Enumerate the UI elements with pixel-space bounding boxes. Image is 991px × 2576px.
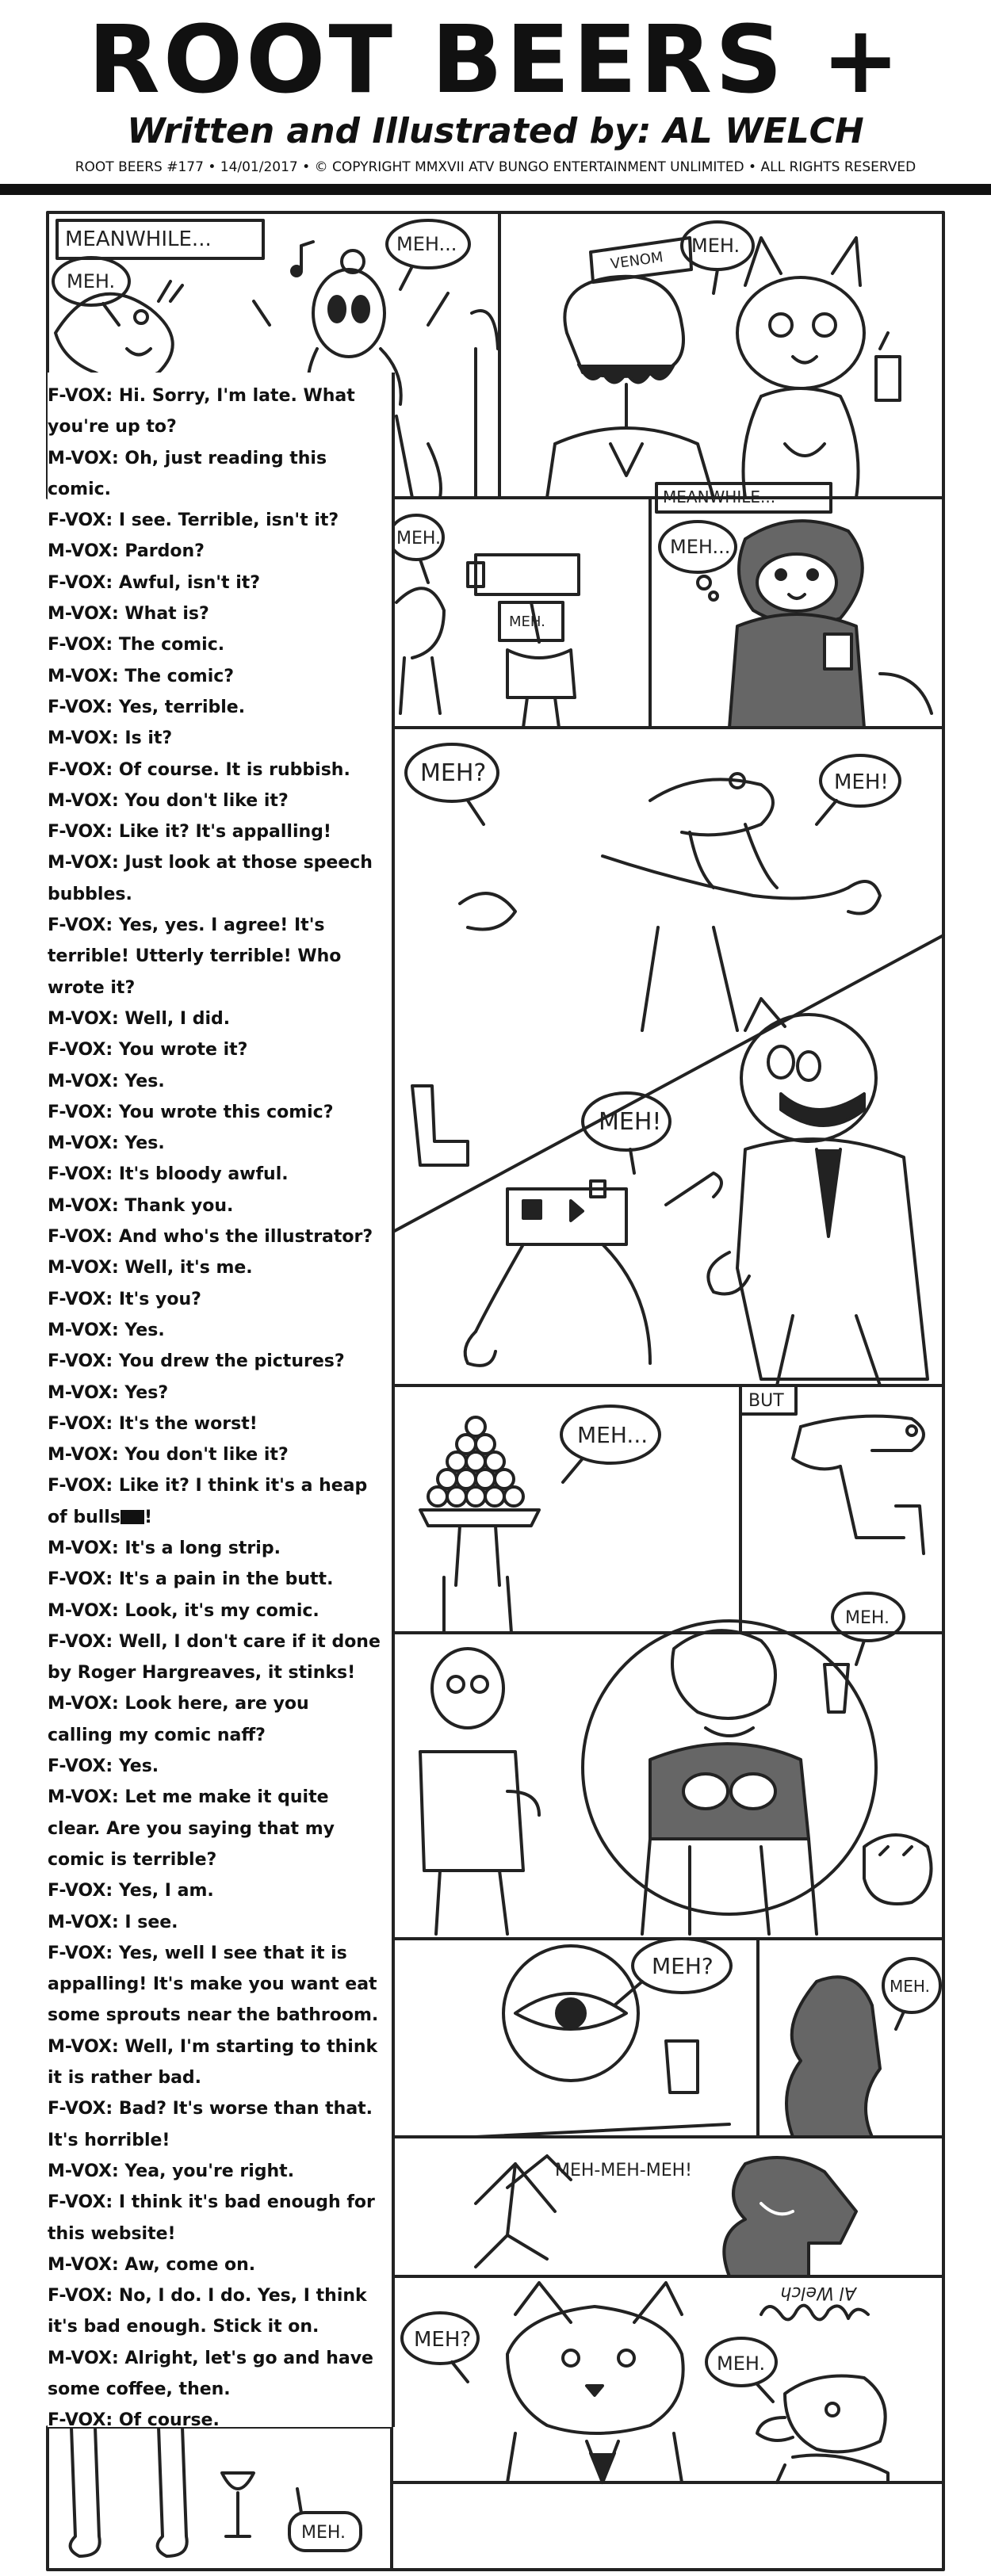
dialogue-line [48, 1128, 388, 1159]
dialogue-text: comic. [48, 479, 112, 499]
dialogue-text: M-VOX: Yes? [48, 1382, 169, 1403]
dialogue-text: F-VOX: You wrote it? [48, 1040, 248, 1061]
dialogue-line [48, 1782, 388, 1813]
dialogue-text: F-VOX: Like it? It's appalling! [48, 822, 331, 843]
bubble-text: MEH. [845, 1608, 890, 1628]
dialogue-text: M-VOX: I see. [48, 1912, 178, 1932]
dialogue-text: M-VOX: Yes. [48, 1071, 165, 1091]
dialogue-text: F-VOX: Hi. Sorry, I'm late. What [48, 386, 355, 406]
dialogue-text: you're up to? [48, 417, 177, 438]
panel-11 [758, 1939, 943, 2137]
bubble-text: MEH? [414, 2328, 472, 2352]
panel-7 [392, 1385, 740, 1633]
dialogue-line [48, 1159, 388, 1190]
dialogue-text: comic is terrible? [48, 1849, 217, 1870]
dialogue-line [48, 1502, 388, 1533]
signature-scribble [761, 2306, 868, 2320]
dialogue-text: F-VOX: Bad? It's worse than that. [48, 2099, 373, 2119]
panel-4 [650, 483, 943, 728]
dialogue-text: M-VOX: You don't like it? [48, 1445, 289, 1466]
bubble-text: MEH-MEH-MEH! [555, 2161, 692, 2180]
bubble-text: MEH! [834, 770, 889, 794]
dialogue-line [48, 1688, 388, 1719]
dialogue-line [48, 1533, 388, 1564]
dialogue-text: it is rather bad. [48, 2068, 202, 2089]
dialogue-line [48, 1066, 388, 1097]
dialogue-text: F-VOX: And who's the illustrator? [48, 1227, 373, 1248]
bubble-text: MEH... [396, 233, 457, 255]
bubble-text: MEH... [670, 536, 731, 558]
dialogue-text: clear. Are you saying that my [48, 1818, 335, 1839]
dialogue-text: M-VOX: Thank you. [48, 1195, 234, 1216]
dialogue-line [48, 1034, 388, 1065]
dialogue-line [48, 1378, 388, 1408]
dialogue-text: M-VOX: Well, I'm starting to think [48, 2036, 378, 2057]
dialogue-line [48, 1252, 388, 1283]
dialogue-line [48, 1564, 388, 1595]
dialogue-text: F-VOX: The comic. [48, 635, 225, 655]
panel-6 [412, 999, 928, 1385]
dialogue-line [48, 1938, 388, 1969]
dialogue-text: bubbles. [48, 884, 132, 904]
dialogue-line [48, 411, 388, 442]
bubble-text: MEH? [420, 759, 487, 787]
dialogue-line [48, 1191, 388, 1221]
dialogue-line [48, 723, 388, 754]
dialogue-line [48, 692, 388, 723]
dialogue-line [48, 847, 388, 878]
dialogue-text: F-VOX: It's bloody awful. [48, 1164, 289, 1185]
dialogue-text: F-VOX: Yes, terrible. [48, 697, 246, 717]
bubble-text: MEH! [599, 1108, 662, 1136]
dialogue-line [48, 2311, 388, 2342]
title-text: ROOT BEERS [87, 5, 786, 114]
hat-text: VENOM [609, 248, 664, 273]
dialogue-text: M-VOX: Yes. [48, 1320, 165, 1340]
dialogue-line [48, 443, 388, 474]
plus-mark: + [821, 5, 904, 114]
dialogue-line [48, 474, 388, 505]
dialogue-text: F-VOX: No, I do. I do. Yes, I think [48, 2286, 367, 2307]
dialogue-text: F-VOX: You drew the pictures? [48, 1351, 345, 1372]
dialogue-text: M-VOX: Well, I did. [48, 1008, 231, 1029]
dialogue-line [48, 505, 388, 536]
dialogue-text: some sprouts near the bathroom. [48, 2005, 379, 2026]
bubble-text: MEH. [691, 235, 740, 257]
bubble-text: MEH. [67, 270, 116, 292]
dialogue-line [48, 1626, 388, 1657]
dialogue-line [48, 973, 388, 1003]
dialogue-list [48, 380, 388, 2436]
dialogue-text: M-VOX: Yea, you're right. [48, 2161, 295, 2181]
dialogue-text: of bulls [48, 1507, 121, 1527]
dialogue-line [48, 2405, 388, 2436]
dialogue-text: F-VOX: It's you? [48, 1289, 201, 1309]
dialogue-line [48, 1221, 388, 1252]
dialogue-text: by Roger Hargreaves, it stinks! [48, 1663, 356, 1684]
dialogue-text: terrible! Utterly terrible! Who [48, 946, 342, 967]
dialogue-text: F-VOX: Yes, well I see that it is [48, 1943, 347, 1963]
dialogue-line [48, 2062, 388, 2093]
dialogue-text: F-VOX: Yes. [48, 1756, 159, 1777]
bubble-text: MEH. [717, 2352, 766, 2375]
dialogue-text: M-VOX: Well, it's me. [48, 1258, 253, 1278]
dialogue-text: appalling! It's make you want eat [48, 1974, 377, 1995]
dialogue-line [48, 2374, 388, 2405]
caption-text: BUT [748, 1391, 784, 1411]
panel-13 [392, 2276, 943, 2482]
dialogue-line [48, 536, 388, 567]
dialogue-line [48, 1751, 388, 1782]
dialogue-text: F-VOX: Of course. [48, 2410, 220, 2431]
dialogue-text: F-VOX: Like it? I think it's a heap [48, 1476, 368, 1496]
dialogue-line [48, 2031, 388, 2062]
sign-text: MEH. [509, 613, 545, 630]
dialogue-line [48, 1315, 388, 1346]
dialogue-line [48, 629, 388, 660]
byline: Written and Illustrated by: AL WELCH [127, 111, 864, 151]
dialogue-text: F-VOX: I see. Terrible, isn't it? [48, 510, 339, 531]
dialogue-line [48, 568, 388, 598]
dialogue-text: F-VOX: Of course. It is rubbish. [48, 759, 350, 780]
panel-9 [392, 1593, 943, 1939]
dialogue-line [48, 2249, 388, 2280]
dialogue-line [48, 1875, 388, 1906]
dialogue-text: M-VOX: Look here, are you [48, 1694, 309, 1714]
dialogue-text: calling my comic naff? [48, 1725, 266, 1745]
dialogue-line [48, 2125, 388, 2156]
dialogue-text: F-VOX: Well, I don't care if it done [48, 1631, 381, 1652]
dialogue-line [48, 1284, 388, 1315]
panel-5 [392, 728, 943, 1385]
dialogue-text: M-VOX: Is it? [48, 728, 173, 749]
dialogue-text: F-VOX: It's a pain in the butt. [48, 1569, 334, 1590]
ball-pyramid [428, 1417, 523, 1506]
dialogue-text: F-VOX: Yes, I am. [48, 1881, 214, 1901]
dialogue-line [48, 1003, 388, 1034]
dialogue-text: M-VOX: Alright, let's go and have [48, 2348, 373, 2368]
dialogue-line [48, 1814, 388, 1844]
signature-text: Al Welch [780, 2283, 856, 2303]
dialogue-line [48, 1097, 388, 1128]
dialogue-text: M-VOX: Aw, come on. [48, 2254, 256, 2275]
dialogue-panel [48, 373, 395, 2431]
bubble-text: MEH. [301, 2523, 346, 2543]
dialogue-line [48, 2156, 388, 2187]
dialogue-line [48, 1470, 388, 1501]
bubble-text: MEH. [890, 1977, 930, 1996]
dialogue-line [48, 661, 388, 692]
dialogue-text: M-VOX: You don't like it? [48, 790, 289, 811]
dialogue-line [48, 1907, 388, 1938]
dialogue-text: F-VOX: Awful, isn't it? [48, 572, 261, 593]
dialogue-text: F-VOX: I think it's bad enough for [48, 2192, 375, 2213]
dialogue-text: M-VOX: Oh, just reading this [48, 448, 327, 468]
dialogue-text: M-VOX: Yes. [48, 1133, 165, 1154]
dialogue-line [48, 1596, 388, 1626]
caption-text: MEANWHILE... [663, 487, 776, 506]
censor-bar [121, 1510, 144, 1524]
dialogue-text: M-VOX: It's a long strip. [48, 1538, 281, 1558]
dialogue-line [48, 1346, 388, 1377]
panel-14 [48, 2427, 943, 2570]
dialogue-line [48, 941, 388, 972]
dialogue-text: some coffee, then. [48, 2379, 231, 2399]
dialogue-line [48, 879, 388, 910]
caption-text: MEANWHILE... [65, 227, 212, 251]
dialogue-line [48, 2219, 388, 2249]
dialogue-text: M-VOX: Pardon? [48, 541, 205, 562]
dialogue-line [48, 2187, 388, 2218]
dialogue-text: It's horrible! [48, 2130, 170, 2150]
dialogue-line [48, 2343, 388, 2374]
censor-suffix: ! [143, 1507, 152, 1527]
dialogue-text: M-VOX: Let me make it quite [48, 1787, 329, 1808]
dialogue-line [48, 1844, 388, 1875]
dialogue-text: M-VOX: What is? [48, 604, 209, 625]
dialogue-text: this website! [48, 2223, 176, 2244]
dialogue-text: F-VOX: It's the worst! [48, 1413, 258, 1434]
dialogue-line [48, 2093, 388, 2124]
bubble-text: MEH. [396, 529, 442, 548]
dialogue-text: M-VOX: The comic? [48, 666, 235, 686]
dialogue-text: M-VOX: Just look at those speech [48, 853, 373, 873]
dialogue-line [48, 1720, 388, 1751]
dialogue-text: F-VOX: Yes, yes. I agree! It's [48, 915, 325, 936]
dialogue-line [48, 910, 388, 941]
dialogue-line [48, 598, 388, 629]
bubble-text: MEH? [652, 1953, 714, 1979]
bubble-text: MEH... [577, 1422, 649, 1448]
dialogue-text: F-VOX: You wrote this comic? [48, 1102, 334, 1122]
dialogue-text: wrote it? [48, 977, 136, 998]
diagonal-divider [392, 935, 943, 1233]
dialogue-line [48, 1969, 388, 2000]
dialogue-line [48, 380, 388, 411]
panel-12 [392, 2137, 943, 2276]
copyright-line: ROOT BEERS #177 • 14/01/2017 • © COPYRIGHT MMXVII ATV BUNGO ENTERTAINMENT UNLIMITED • ALL RIGHTS RESERVED [75, 159, 916, 175]
dialogue-line [48, 2000, 388, 2031]
dialogue-line [48, 785, 388, 816]
dialogue-line [48, 2280, 388, 2311]
dialogue-line [48, 1439, 388, 1470]
panel-8 [740, 1385, 943, 1633]
dialogue-text: it's bad enough. Stick it on. [48, 2317, 319, 2337]
dialogue-line [48, 755, 388, 785]
dialogue-line [48, 816, 388, 847]
dialogue-line [48, 1657, 388, 1688]
dialogue-line [48, 1408, 388, 1439]
dialogue-text: M-VOX: Look, it's my comic. [48, 1600, 319, 1621]
